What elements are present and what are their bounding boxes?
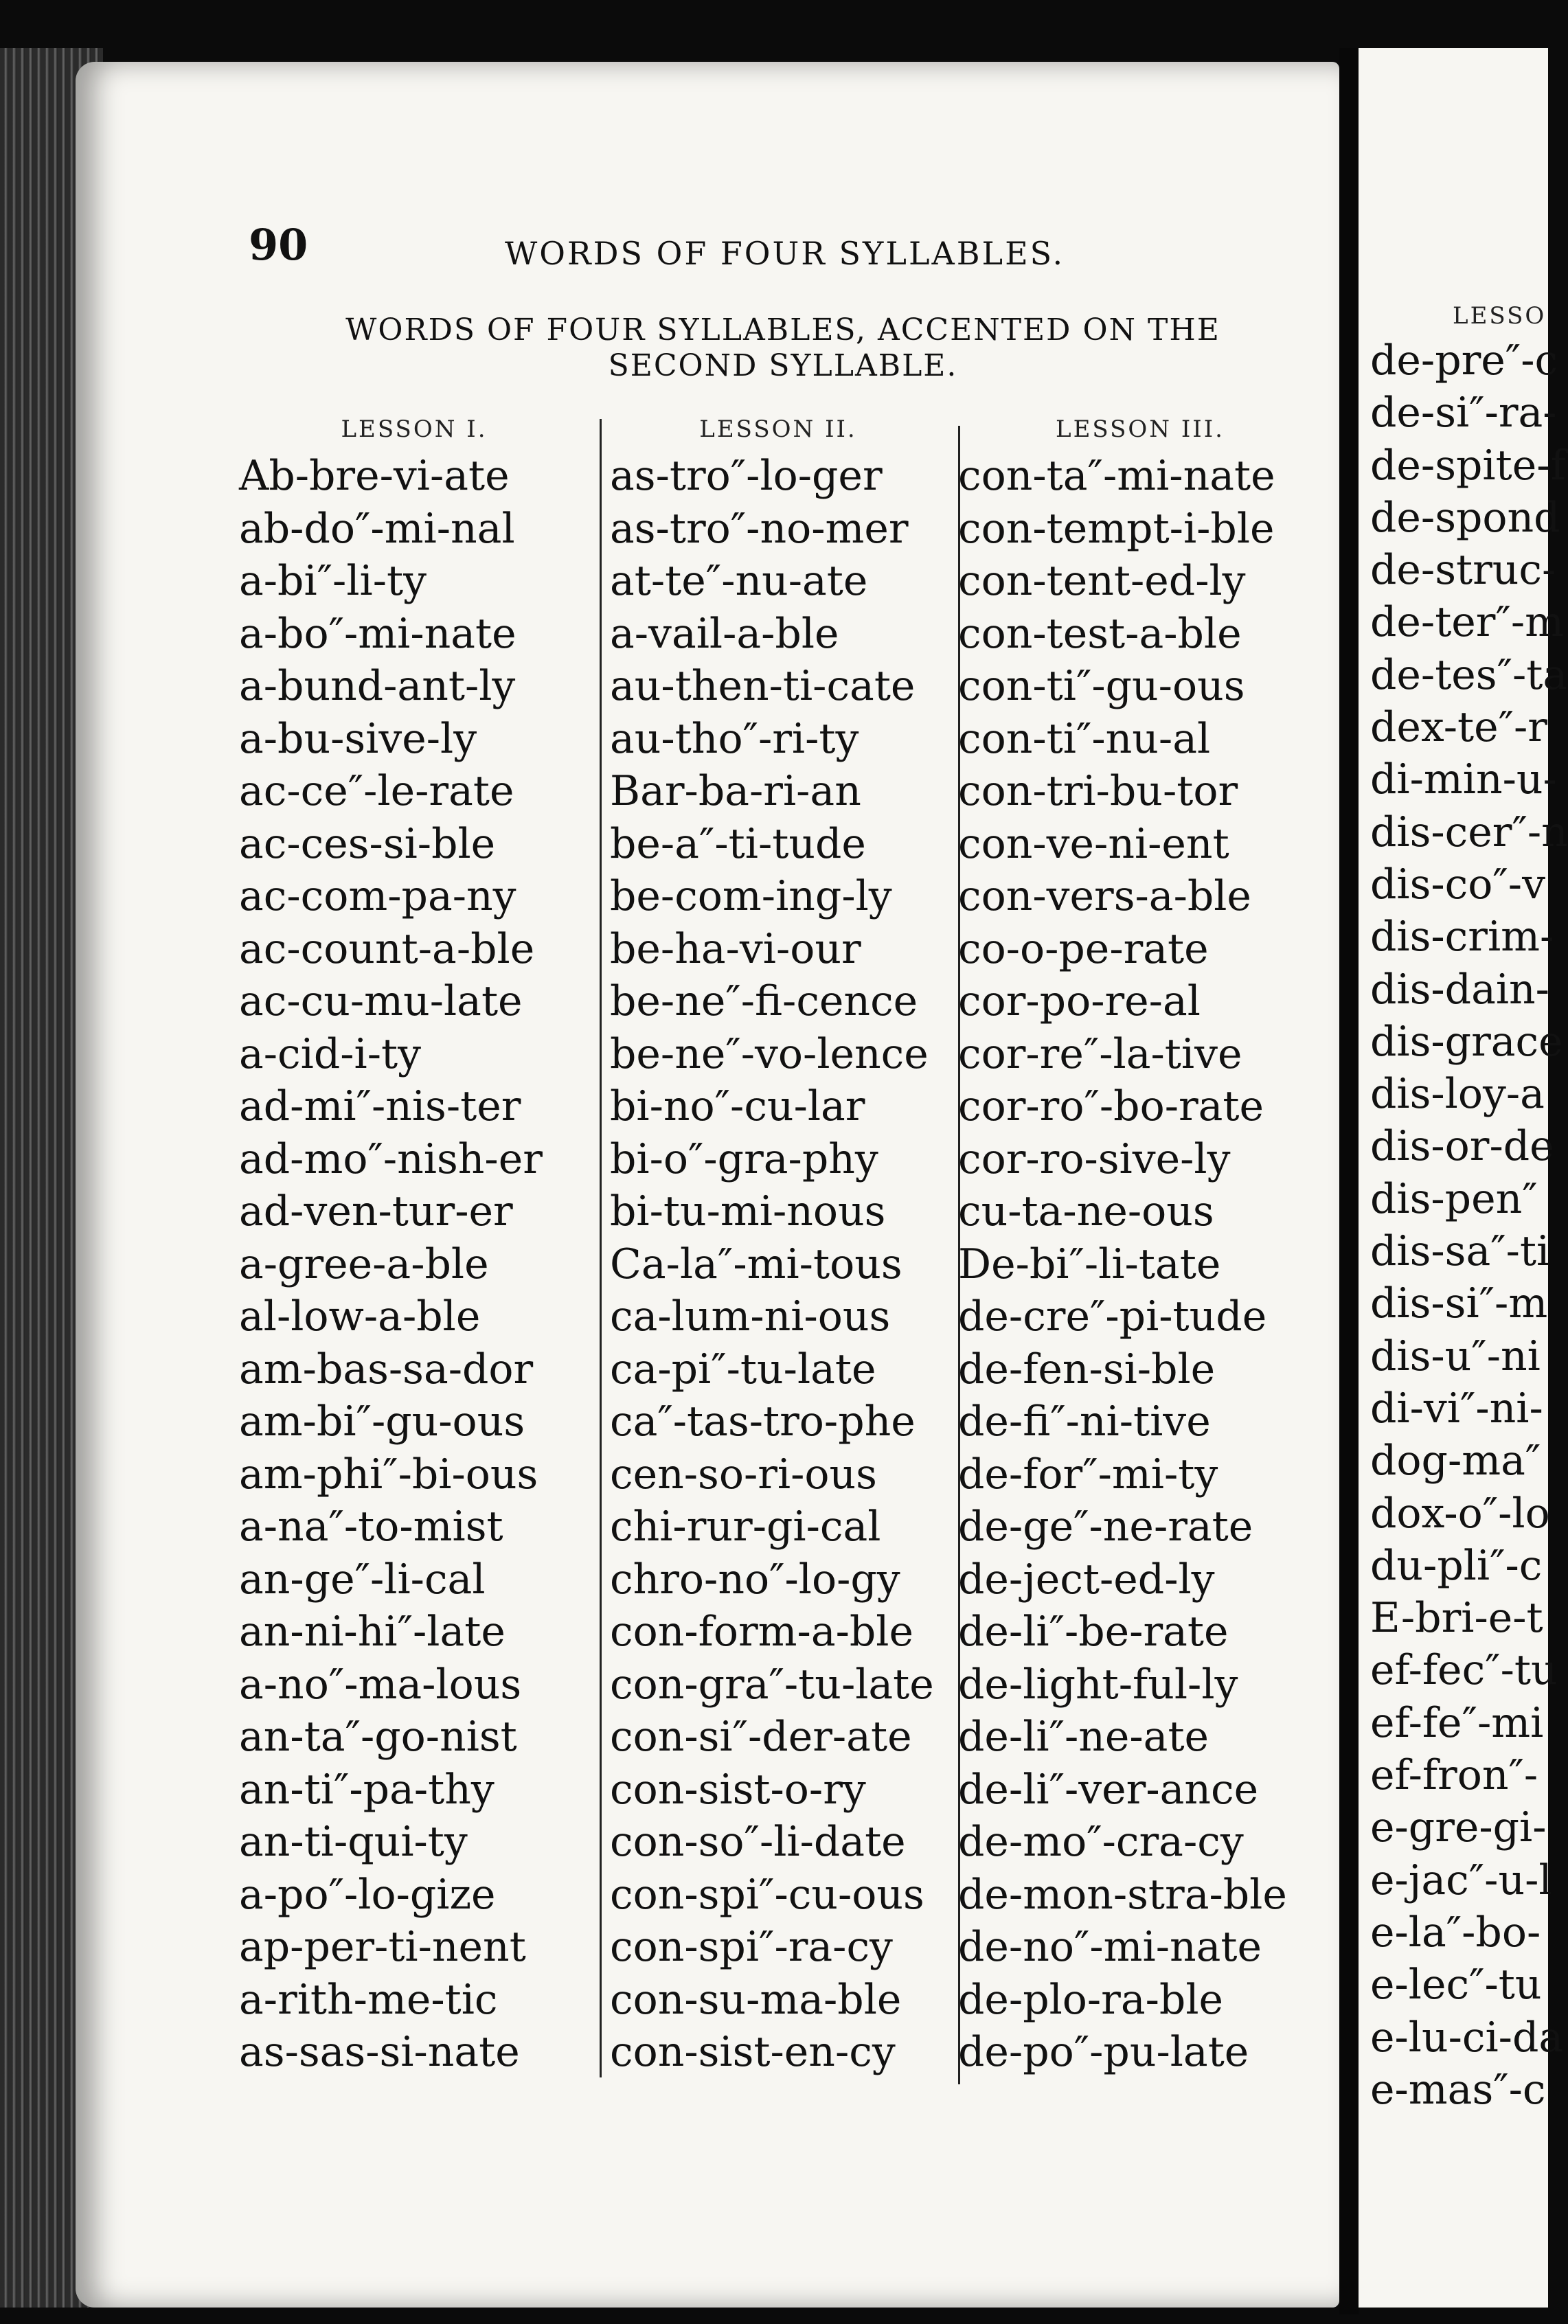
word-entry: con-ve-ni-ent <box>958 819 1229 868</box>
word-entry: at-te″-nu-ate <box>610 557 868 605</box>
word-entry: e-mas″-c <box>1370 2065 1546 2114</box>
word-entry: ap-per-ti-nent <box>239 1923 526 1971</box>
word-list <box>239 450 589 2079</box>
word-entry: dis-crim- <box>1370 913 1554 961</box>
word-entry: bi-no″-cu-lar <box>610 1082 865 1130</box>
word-entry: co-o-pe-rate <box>958 924 1209 973</box>
word-entry: chro-no″-lo-gy <box>610 1555 900 1604</box>
word-entry: as-tro″-lo-ger <box>610 452 883 500</box>
word-entry: de-mon-stra-ble <box>958 1870 1287 1919</box>
word-entry: Bar-ba-ri-an <box>610 767 861 815</box>
word-entry: cu-ta-ne-ous <box>958 1187 1214 1235</box>
word-entry: an-ta″-go-nist <box>239 1713 517 1761</box>
word-entry: de-li″-be-rate <box>958 1608 1229 1656</box>
word-entry: a-na″-to-mist <box>239 1503 503 1551</box>
word-entry: dis-pen″ <box>1370 1174 1538 1223</box>
word-entry: de-pre″-c <box>1370 337 1558 385</box>
word-entry: an-ti-qui-ty <box>239 1818 468 1866</box>
word-entry: ef-fron″- <box>1370 1751 1538 1800</box>
word-entry: de-fi″-ni-tive <box>958 1398 1211 1446</box>
word-entry: con-sist-en-cy <box>610 2028 896 2076</box>
word-entry: ca-pi″-tu-late <box>610 1345 876 1393</box>
word-entry: con-so″-li-date <box>610 1818 906 1866</box>
word-entry: E-bri-e-t <box>1370 1594 1543 1643</box>
word-entry: al-low-a-ble <box>239 1292 481 1341</box>
word-entry: dis-grace <box>1370 1017 1563 1066</box>
word-entry: con-vers-a-ble <box>958 872 1251 920</box>
facing-lesson-heading: LESSO <box>1453 302 1547 330</box>
word-entry: be-ha-vi-our <box>610 924 861 973</box>
word-entry: con-tempt-i-ble <box>958 504 1275 553</box>
word-entry: be-ne″-fi-cence <box>610 977 918 1025</box>
page-number: 90 <box>249 220 308 270</box>
word-entry: be-a″-ti-tude <box>610 819 866 868</box>
word-entry: as-tro″-no-mer <box>610 504 909 553</box>
word-entry: con-spi″-cu-ous <box>610 1870 924 1919</box>
word-entry: ca-lum-ni-ous <box>610 1292 891 1341</box>
word-entry: a-no″-ma-lous <box>239 1660 522 1709</box>
word-entry: con-gra″-tu-late <box>610 1660 934 1709</box>
book-gutter <box>1339 48 1359 2314</box>
word-entry: dis-si″-m <box>1370 1279 1548 1328</box>
lesson-column-1 <box>239 415 589 2079</box>
word-entry: con-su-ma-ble <box>610 1975 902 2024</box>
word-entry: dis-cer″-n <box>1370 808 1568 856</box>
word-entry: au-then-ti-cate <box>610 662 916 710</box>
word-entry: ac-count-a-ble <box>239 924 535 973</box>
word-entry: as-sas-si-nate <box>239 2028 520 2076</box>
lesson-column-3 <box>958 415 1322 2079</box>
word-entry: de-po″-pu-late <box>958 2028 1249 2076</box>
word-entry: am-phi″-bi-ous <box>239 1450 538 1499</box>
word-entry: e-la″-bo- <box>1370 1908 1541 1957</box>
word-entry: dis-sa″-ti <box>1370 1227 1550 1276</box>
word-entry: ef-fec″-tu <box>1370 1646 1558 1695</box>
word-entry: e-gre-gi- <box>1370 1803 1547 1852</box>
word-entry: a-bi″-li-ty <box>239 557 427 605</box>
word-entry: am-bas-sa-dor <box>239 1345 534 1393</box>
word-entry: de-cre″-pi-tude <box>958 1292 1267 1341</box>
word-entry: de-li″-ver-ance <box>958 1765 1259 1814</box>
word-entry: dis-dain- <box>1370 965 1549 1014</box>
word-entry: du-pli″-c <box>1370 1541 1543 1590</box>
word-entry: dox-o″-lo <box>1370 1489 1550 1538</box>
word-entry: chi-rur-gi-cal <box>610 1503 881 1551</box>
word-entry: de-no″-mi-nate <box>958 1923 1262 1971</box>
word-entry: dis-u″-ni <box>1370 1332 1541 1380</box>
word-list <box>958 450 1322 2079</box>
word-entry: de-plo-ra-ble <box>958 1975 1224 2024</box>
word-entry: Ab-bre-vi-ate <box>239 452 510 500</box>
lesson-title: LESSON I. <box>341 415 488 443</box>
word-entry: cor-ro″-bo-rate <box>958 1082 1264 1130</box>
word-entry: con-tri-bu-tor <box>958 767 1238 815</box>
word-entry: de-li″-ne-ate <box>958 1713 1209 1761</box>
section-heading: WORDS OF FOUR SYLLABLES, ACCENTED ON THE SECOND SYLLABLE. <box>345 312 1220 383</box>
word-entry: cor-po-re-al <box>958 977 1201 1025</box>
word-entry: con-sist-o-ry <box>610 1765 866 1814</box>
word-entry: an-ti″-pa-thy <box>239 1765 495 1814</box>
word-entry: bi-tu-mi-nous <box>610 1187 886 1235</box>
word-entry: ef-fe″-mi <box>1370 1698 1544 1747</box>
word-list <box>610 450 946 2079</box>
word-entry: de-fen-si-ble <box>958 1345 1216 1393</box>
word-entry: a-bo″-mi-nate <box>239 609 516 658</box>
word-entry: an-ni-hi″-late <box>239 1608 505 1656</box>
word-entry: de-ge″-ne-rate <box>958 1503 1253 1551</box>
word-entry: ac-ces-si-ble <box>239 819 496 868</box>
word-entry: de-struc- <box>1370 546 1556 595</box>
word-entry: ad-mo″-nish-er <box>239 1135 543 1183</box>
word-entry: e-jac″-u-l <box>1370 1856 1552 1904</box>
word-entry: be-ne″-vo-lence <box>610 1029 929 1078</box>
word-entry: con-form-a-ble <box>610 1608 913 1656</box>
word-entry: cor-ro-sive-ly <box>958 1135 1231 1183</box>
word-entry: dis-or-de <box>1370 1122 1554 1171</box>
facing-word-list <box>1370 334 1568 2116</box>
word-entry: Ca-la″-mi-tous <box>610 1240 902 1288</box>
running-title: WORDS OF FOUR SYLLABLES. <box>505 235 1065 272</box>
word-entry: de-mo″-cra-cy <box>958 1818 1244 1866</box>
word-entry: dis-co″-v <box>1370 860 1545 909</box>
word-entry: be-com-ing-ly <box>610 872 892 920</box>
word-entry: ad-ven-tur-er <box>239 1187 513 1235</box>
lesson-title: LESSON II. <box>699 415 857 443</box>
word-entry: dex-te″-r <box>1370 703 1547 752</box>
word-entry: con-tent-ed-ly <box>958 557 1246 605</box>
word-entry: a-cid-i-ty <box>239 1029 421 1078</box>
lesson-title: LESSON III. <box>1056 415 1225 443</box>
word-entry: de-ject-ed-ly <box>958 1555 1215 1604</box>
word-entry: e-lec″-tu <box>1370 1961 1542 2009</box>
word-entry: con-spi″-ra-cy <box>610 1923 893 1971</box>
column-divider <box>600 419 602 2077</box>
word-entry: cen-so-ri-ous <box>610 1450 877 1499</box>
word-entry: au-tho″-ri-ty <box>610 714 859 763</box>
word-entry: con-test-a-ble <box>958 609 1242 658</box>
word-entry: a-rith-me-tic <box>239 1975 498 2024</box>
word-entry: ac-cu-mu-late <box>239 977 523 1025</box>
word-entry: a-po″-lo-gize <box>239 1870 496 1919</box>
word-entry: am-bi″-gu-ous <box>239 1398 525 1446</box>
word-entry: bi-o″-gra-phy <box>610 1135 878 1183</box>
word-entry: dis-loy-a <box>1370 1070 1545 1119</box>
word-entry: con-ti″-nu-al <box>958 714 1211 763</box>
word-entry: con-si″-der-ate <box>610 1713 912 1761</box>
word-entry: a-vail-a-ble <box>610 609 839 658</box>
lesson-column-2 <box>610 415 946 2079</box>
word-entry: de-tes″-ta <box>1370 650 1568 699</box>
word-entry: di-vi″-ni- <box>1370 1384 1543 1433</box>
word-entry: de-spond <box>1370 493 1560 542</box>
word-entry: ad-mi″-nis-ter <box>239 1082 521 1130</box>
word-entry: a-gree-a-ble <box>239 1240 489 1288</box>
word-entry: de-si″-ra- <box>1370 389 1557 437</box>
word-entry: de-spite-f <box>1370 441 1566 490</box>
word-entry: an-ge″-li-cal <box>239 1555 486 1604</box>
word-entry: e-lu-ci-da <box>1370 2013 1564 2062</box>
word-entry: a-bu-sive-ly <box>239 714 477 763</box>
word-entry: De-bi″-li-tate <box>958 1240 1221 1288</box>
word-entry: dog-ma″ <box>1370 1437 1541 1485</box>
word-entry: de-light-ful-ly <box>958 1660 1238 1709</box>
word-entry: ab-do″-mi-nal <box>239 504 515 553</box>
word-entry: ac-com-pa-ny <box>239 872 516 920</box>
word-entry: de-ter″-m <box>1370 598 1565 647</box>
word-entry: de-for″-mi-ty <box>958 1450 1218 1499</box>
word-entry: a-bund-ant-ly <box>239 662 516 710</box>
word-entry: cor-re″-la-tive <box>958 1029 1242 1078</box>
word-entry: con-ta″-mi-nate <box>958 452 1275 500</box>
word-entry: con-ti″-gu-ous <box>958 662 1245 710</box>
word-entry: di-min-u- <box>1370 755 1557 804</box>
word-entry: ca″-tas-tro-phe <box>610 1398 916 1446</box>
word-entry: ac-ce″-le-rate <box>239 767 514 815</box>
